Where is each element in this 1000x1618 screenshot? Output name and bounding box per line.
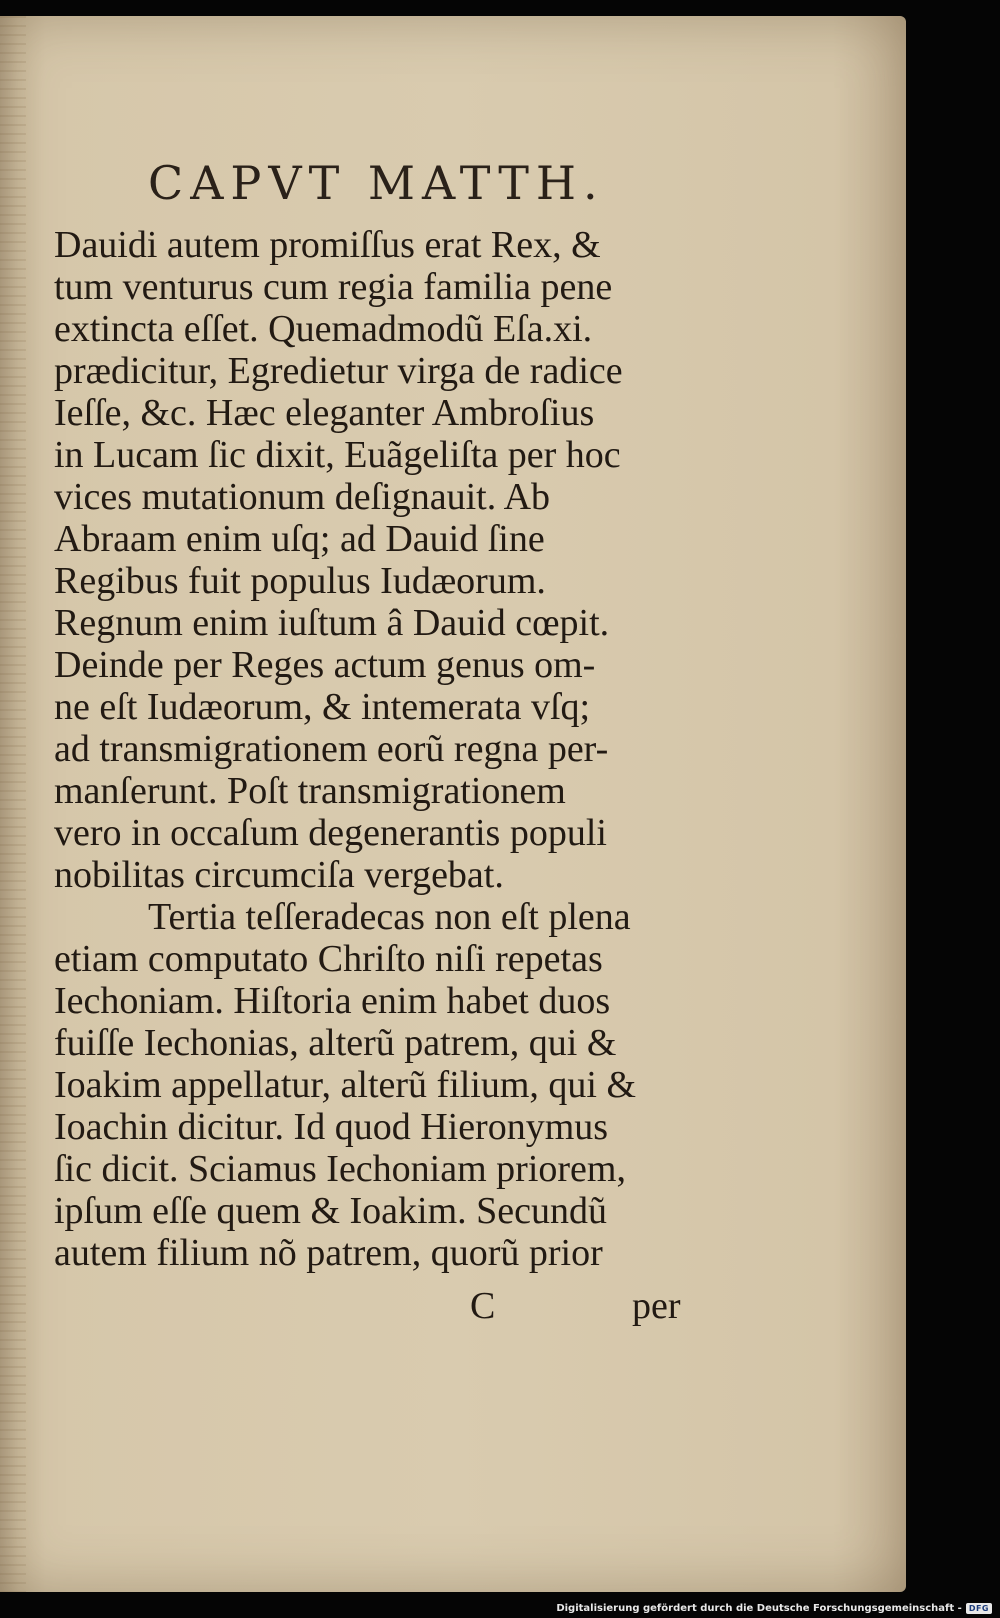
book-page: [0, 16, 906, 1592]
signature-mark: C: [470, 1285, 496, 1327]
text-line: fuiſſe Iechonias, alterũ patrem, qui &: [54, 1022, 617, 1064]
text-line: etiam computato Chriſto niſi repetas: [54, 938, 603, 980]
text-line: tum venturus cum regia familia pene: [54, 266, 613, 308]
text-line: vero in occaſum degenerantis populi: [54, 812, 607, 854]
catchword: per: [632, 1285, 681, 1327]
text-line: vices mutationum deſignauit. Ab: [54, 476, 551, 518]
text-line: Iechoniam. Hiſtoria enim habet duos: [54, 980, 611, 1022]
text-block: [54, 224, 694, 1274]
text-line: in Lucam ſic dixit, Euãgeliſta per hoc: [54, 434, 621, 476]
text-line: manſerunt. Poſt transmigrationem: [54, 770, 566, 812]
text-line: Regnum enim iuſtum â Dauid cœpit.: [54, 602, 610, 644]
text-line: ad transmigrationem eorũ regna per-: [54, 728, 609, 770]
text-line: nobilitas circumciſa vergebat.: [54, 854, 504, 896]
text-line: prædicitur, Egredietur virga de radice: [54, 350, 623, 392]
footer-text: Digitalisierung gefördert durch die Deutsche Forschungsgemeinschaft -: [556, 1602, 962, 1614]
text-line: autem filium nõ patrem, quorũ prior: [54, 1232, 603, 1274]
text-line: Regibus fuit populus Iudæorum.: [54, 560, 546, 602]
text-line: Dauidi autem promiſſus erat Rex, &: [54, 224, 601, 266]
running-head: CAPVT MATTH.: [148, 156, 605, 210]
text-line: extincta eſſet. Quemadmodũ Eſa.xi.: [54, 308, 593, 350]
text-line: Deinde per Reges actum genus om-: [54, 644, 596, 686]
text-line: Ieſſe, &c. Hæc eleganter Ambroſius: [54, 392, 595, 434]
dfg-logo-icon: DFG: [966, 1603, 992, 1614]
text-line: Tertia teſſeradecas non eſt plena: [148, 896, 631, 938]
text-line: Abraam enim uſq; ad Dauid ſine: [54, 518, 545, 560]
text-line: ne eſt Iudæorum, & intemerata vſq;: [54, 686, 591, 728]
footer-credit: [556, 1601, 992, 1615]
text-line: Ioachin dicitur. Id quod Hieronymus: [54, 1106, 609, 1148]
text-line: ipſum eſſe quem & Ioakim. Secundũ: [54, 1190, 608, 1232]
text-line: Ioakim appellatur, alterũ filium, qui &: [54, 1064, 637, 1106]
text-line: ſic dicit. Sciamus Iechoniam priorem,: [54, 1148, 626, 1190]
catch-row: [54, 1284, 694, 1330]
